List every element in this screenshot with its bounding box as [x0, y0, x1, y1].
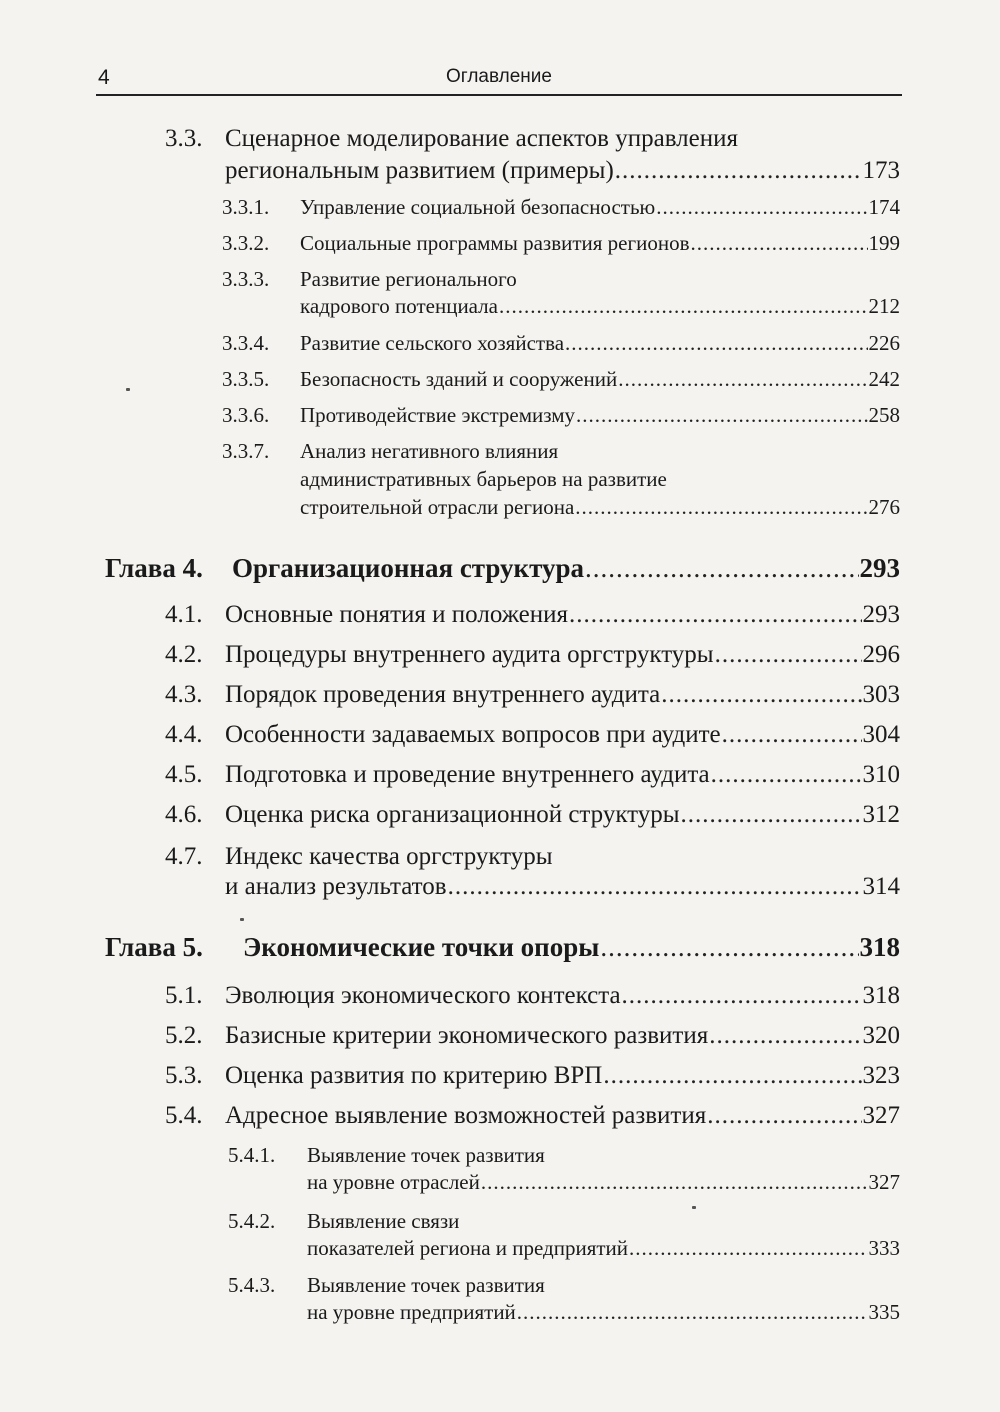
- toc-entry-title-line: строительной отрасли региона: [300, 495, 575, 519]
- toc-page-number: 320: [862, 1022, 900, 1049]
- toc-page-number: 226: [868, 331, 900, 355]
- toc-page-number: 296: [862, 641, 900, 668]
- dot-leader: [661, 681, 861, 709]
- toc-entry-title-line: Развитие сельского хозяйства: [300, 331, 565, 355]
- toc-entry-title-line: Оценка развития по критерию ВРП: [225, 1062, 603, 1089]
- toc-entry-title-line: Оценка риска организационной структуры: [225, 801, 680, 828]
- toc-page-number: 327: [862, 1102, 900, 1129]
- dot-leader: [517, 1300, 868, 1325]
- print-speck: [240, 918, 244, 921]
- dot-leader: [715, 641, 862, 669]
- toc-entry-title-line: кадрового потенциала: [300, 294, 498, 318]
- toc-entry-number: 5.3.: [165, 1062, 203, 1089]
- dot-leader: [481, 1170, 868, 1195]
- dot-leader: [709, 1022, 861, 1050]
- toc-entry-number: 5.4.: [165, 1102, 203, 1129]
- dot-leader: [448, 873, 862, 901]
- toc-entry-number: 4.3.: [165, 681, 203, 708]
- toc-entry-title-line: Социальные программы развития регионов: [300, 231, 690, 255]
- toc-entry-title-line: на уровне предприятий: [307, 1300, 516, 1324]
- page-title: Оглавление: [446, 66, 552, 87]
- toc-entry-number: 3.3.4.: [222, 331, 270, 355]
- toc-entry-title-line: Сценарное моделирование аспектов управления: [225, 125, 739, 152]
- toc-entry-number: 5.4.1.: [228, 1143, 276, 1167]
- toc-entry-title-line: Противодействие экстремизму: [300, 403, 576, 427]
- toc-entry-number: 3.3.6.: [222, 403, 270, 427]
- toc-page-number: 276: [868, 495, 900, 519]
- page-header: [96, 60, 902, 96]
- toc-entry-number: Глава 5.: [105, 932, 203, 962]
- toc-entry-number: 3.3.: [165, 125, 203, 152]
- toc-page-number: 293: [859, 553, 900, 583]
- dot-leader: [575, 495, 867, 520]
- toc-page-number: 173: [862, 157, 900, 184]
- toc-page-number: 199: [868, 231, 900, 255]
- toc-page-number: 258: [868, 403, 900, 427]
- toc-entry-number: 4.6.: [165, 801, 203, 828]
- toc-entry-number: 5.2.: [165, 1022, 203, 1049]
- toc-page-number: 293: [862, 601, 900, 628]
- toc-entry-title-line: Выявление связи: [307, 1209, 460, 1233]
- toc-entry-title-line: Безопасность зданий и сооружений: [300, 367, 618, 391]
- toc-entry-number: 4.1.: [165, 601, 203, 628]
- toc-entry-title-line: региональным развитием (примеры): [225, 157, 614, 184]
- dot-leader: [499, 294, 868, 319]
- toc-entry-number: 4.2.: [165, 641, 203, 668]
- dot-leader: [691, 231, 868, 256]
- toc-entry-number: 3.3.1.: [222, 195, 270, 219]
- toc-entry-title-line: Адресное выявление возможностей развития: [225, 1102, 707, 1129]
- dot-leader: [565, 331, 867, 356]
- toc-entry-title-line: Анализ негативного влияния: [300, 439, 559, 463]
- page-number: 4: [98, 66, 110, 89]
- toc-entry-title-line: Подготовка и проведение внутреннего аудита: [225, 761, 710, 788]
- toc-entry-title-line: на уровне отраслей: [307, 1170, 480, 1194]
- toc-entry-title-line: Индекс качества оргструктуры: [225, 843, 553, 870]
- toc-entry-number: 4.5.: [165, 761, 203, 788]
- dot-leader: [622, 982, 862, 1010]
- dot-leader: [618, 367, 867, 392]
- toc-entry-number: 4.4.: [165, 721, 203, 748]
- toc-page-number: 323: [862, 1062, 900, 1089]
- dot-leader: [681, 801, 862, 829]
- toc-page-number: 304: [862, 721, 900, 748]
- dot-leader: [656, 195, 867, 220]
- toc-entry-number: Глава 4.: [105, 553, 203, 583]
- print-speck: [126, 388, 130, 391]
- dot-leader: [603, 1062, 861, 1090]
- toc-entry-number: 5.4.3.: [228, 1273, 276, 1297]
- toc-entry-number: 3.3.2.: [222, 231, 270, 255]
- toc-entry-title-line: Процедуры внутреннего аудита оргструктуры: [225, 641, 714, 668]
- toc-entry-title-line: Эволюция экономического контекста: [225, 982, 621, 1009]
- dot-leader: [569, 601, 862, 629]
- dot-leader: [585, 553, 858, 584]
- toc-entry-number: 4.7.: [165, 843, 203, 870]
- toc-entry-title-line: Основные понятия и положения: [225, 601, 568, 628]
- dot-leader: [707, 1102, 861, 1130]
- toc-entry-title-line: Выявление точек развития: [307, 1143, 545, 1167]
- dot-leader: [711, 761, 862, 789]
- dot-leader: [600, 932, 858, 963]
- toc-page-number: 242: [868, 367, 900, 391]
- toc-entry-title-line: Организационная структура: [232, 553, 585, 583]
- toc-page-number: 318: [859, 932, 900, 962]
- toc-entry-title-line: Развитие регионального: [300, 267, 517, 291]
- toc-page-number: 333: [868, 1236, 900, 1260]
- toc-page-number: 335: [868, 1300, 900, 1324]
- toc-entry-number: 3.3.3.: [222, 267, 270, 291]
- toc-entry-number: 5.4.2.: [228, 1209, 276, 1233]
- toc-entry-title-line: Управление социальной безопасностью: [300, 195, 656, 219]
- toc-entry-title-line: Порядок проведения внутреннего аудита: [225, 681, 661, 708]
- toc-entry-number: 5.1.: [165, 982, 203, 1009]
- toc-page-number: 174: [868, 195, 900, 219]
- dot-leader: [629, 1236, 867, 1261]
- toc-entry-number: 3.3.5.: [222, 367, 270, 391]
- toc-page-number: 318: [862, 982, 900, 1009]
- toc-entry-title-line: Экономические точки опоры: [243, 932, 600, 962]
- toc-entry-title-line: и анализ результатов: [225, 873, 447, 900]
- toc-entry-title-line: административных барьеров на развитие: [300, 467, 667, 491]
- toc-entry-title-line: Особенности задаваемых вопросов при аудите: [225, 721, 721, 748]
- toc-page-number: 314: [862, 873, 900, 900]
- toc-page-number: 310: [862, 761, 900, 788]
- toc-page-number: 327: [868, 1170, 900, 1194]
- toc-entry-number: 3.3.7.: [222, 439, 270, 463]
- toc-entry-title-line: Базисные критерии экономического развития: [225, 1022, 709, 1049]
- toc-page-number: 212: [868, 294, 900, 318]
- toc-page-number: 303: [862, 681, 900, 708]
- print-speck: [692, 1206, 696, 1209]
- dot-leader: [722, 721, 862, 749]
- dot-leader: [615, 157, 862, 185]
- toc-entry-title-line: показателей региона и предприятий: [307, 1236, 629, 1260]
- toc-entry-title-line: Выявление точек развития: [307, 1273, 545, 1297]
- toc-page-number: 312: [862, 801, 900, 828]
- dot-leader: [576, 403, 867, 428]
